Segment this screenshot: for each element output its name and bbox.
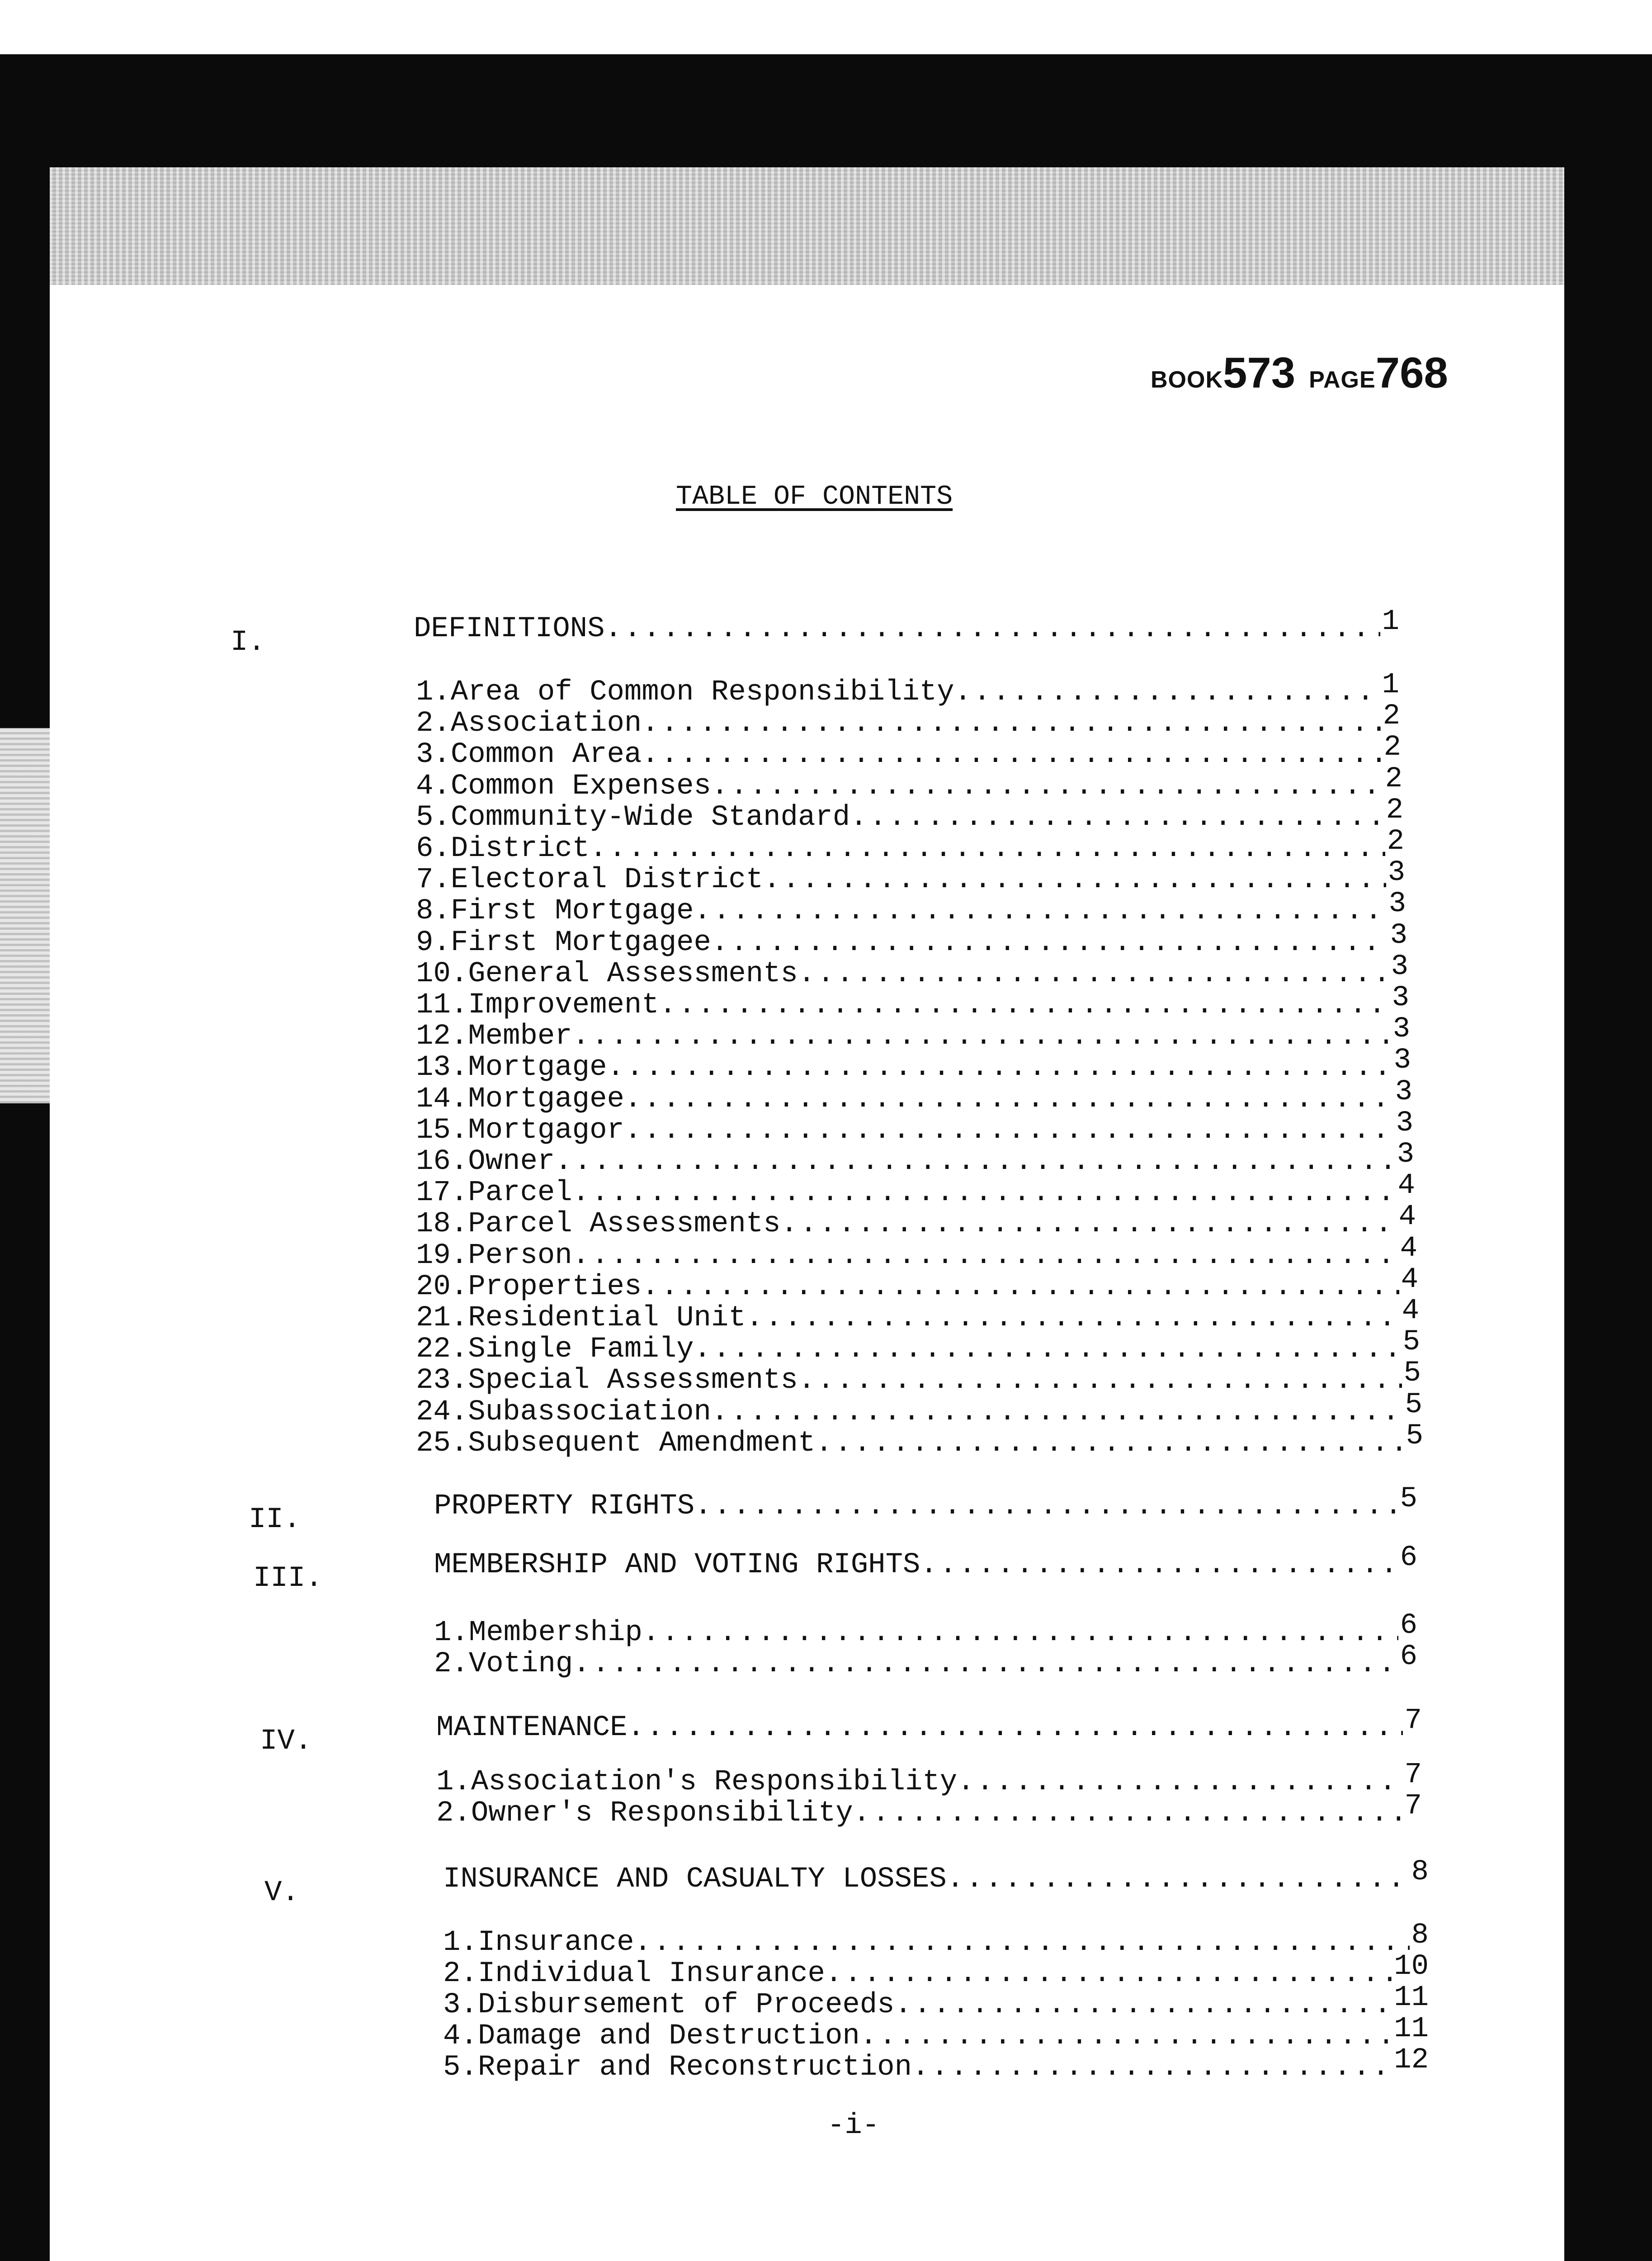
item-label: First Mortgagee: [450, 927, 711, 959]
section-page: 6: [1400, 1542, 1417, 1574]
toc-item: [416, 1357, 1421, 1397]
leader-dots: [624, 1114, 1394, 1147]
item-page: 3: [1396, 1107, 1413, 1140]
item-page: 4: [1401, 1263, 1418, 1296]
section-numeral: V.: [264, 1877, 299, 1909]
item-label: Common Area: [450, 738, 642, 771]
item-page: 3: [1392, 982, 1409, 1014]
leader-dots: [572, 1239, 1398, 1272]
page-number: -i-: [827, 2110, 880, 2142]
item-number: 4.: [443, 2020, 478, 2053]
book-label: BOOK: [1151, 367, 1223, 393]
item-number: 5.: [443, 2051, 478, 2084]
page-label: PAGE: [1309, 367, 1376, 393]
item-label: Owner: [468, 1145, 555, 1178]
leader-dots: [798, 958, 1389, 990]
item-label: Area of Common Responsibility: [450, 676, 954, 709]
item-label: Special Assessments: [468, 1364, 798, 1397]
toc-item: [416, 825, 1404, 865]
book-number: 573: [1223, 349, 1296, 397]
item-number: 21.: [416, 1302, 468, 1334]
item-page: 4: [1398, 1201, 1416, 1233]
item-label: Disbursement of Proceeds: [477, 1989, 895, 2021]
leader-dots: [572, 1177, 1396, 1209]
toc-item: [416, 1420, 1423, 1460]
toc-item: [416, 700, 1400, 740]
item-number: 25.: [416, 1427, 468, 1460]
item-number: 13.: [416, 1051, 468, 1084]
leader-dots: [607, 1051, 1392, 1084]
leader-dots: [853, 1797, 1403, 1830]
item-label: Subsequent Amendment: [468, 1427, 816, 1460]
leader-dots: [860, 2020, 1392, 2053]
toc-item: [416, 731, 1401, 771]
toc-item: [443, 2013, 1429, 2053]
item-number: 15.: [416, 1114, 468, 1147]
item-label: Residential Unit: [468, 1302, 746, 1334]
item-number: 6.: [416, 833, 451, 865]
section-heading: [436, 1704, 1422, 1744]
item-page: 5: [1403, 1357, 1421, 1390]
item-number: 4.: [416, 770, 451, 803]
toc-item: [416, 1076, 1412, 1116]
item-page: 12: [1394, 2044, 1429, 2077]
item-label: First Mortgage: [450, 895, 694, 927]
toc-item: [416, 856, 1405, 896]
toc-item: [416, 1326, 1420, 1366]
item-label: Improvement: [468, 989, 659, 1022]
section-title: MAINTENANCE: [436, 1712, 628, 1744]
leader-dots: [957, 1766, 1402, 1798]
item-number: 24.: [416, 1396, 468, 1428]
leader-dots: [825, 1958, 1392, 1990]
item-page: 2: [1386, 794, 1403, 827]
toc-item: [436, 1790, 1422, 1830]
item-number: 16.: [416, 1145, 468, 1178]
leader-dots: [642, 707, 1381, 740]
section-page: 5: [1400, 1483, 1417, 1515]
item-page: 7: [1404, 1790, 1422, 1822]
leader-dots: [850, 801, 1384, 834]
leader-dots: [694, 1333, 1401, 1366]
leader-dots: [642, 738, 1382, 771]
item-label: Owner's Responsibility: [471, 1797, 853, 1830]
toc-item: [416, 1263, 1418, 1303]
item-label: Association's Responsibility: [471, 1766, 958, 1798]
item-page: 3: [1388, 856, 1405, 889]
item-page: 8: [1411, 1919, 1429, 1952]
item-number: 17.: [416, 1177, 468, 1209]
item-number: 23.: [416, 1364, 468, 1397]
toc-item: [416, 888, 1406, 927]
section-numeral: II.: [249, 1504, 301, 1536]
item-number: 2.: [434, 1648, 469, 1680]
leader-dots: [694, 895, 1387, 927]
stamp-page-number: 768: [1375, 349, 1448, 397]
toc-item: [416, 1138, 1414, 1178]
toc-title: TABLE OF CONTENTS: [676, 482, 953, 512]
item-number: 11.: [416, 989, 468, 1022]
leader-dots: [746, 1302, 1400, 1334]
item-number: 2.: [436, 1797, 471, 1830]
toc-item: [443, 2044, 1429, 2084]
leader-dots: [711, 927, 1388, 959]
leader-dots: [920, 1549, 1398, 1581]
item-label: Voting: [468, 1648, 573, 1680]
section-heading: [443, 1856, 1429, 1896]
item-label: Member: [468, 1020, 572, 1053]
leader-dots: [781, 1208, 1397, 1240]
item-number: 1.: [416, 676, 451, 709]
book-page-stamp: [1151, 348, 1462, 398]
item-page: 3: [1397, 1138, 1414, 1171]
section-heading: [414, 605, 1399, 645]
item-number: 1.: [443, 1926, 478, 1959]
section-page: 1: [1382, 605, 1399, 638]
toc-item: [443, 1919, 1429, 1959]
item-number: 1.: [436, 1766, 471, 1798]
item-page: 3: [1390, 919, 1407, 952]
item-number: 5.: [416, 801, 451, 834]
toc-item: [434, 1609, 1417, 1649]
item-page: 3: [1391, 951, 1408, 983]
toc-item: [436, 1759, 1422, 1798]
item-label: Properties: [468, 1271, 642, 1303]
leader-dots: [659, 989, 1390, 1022]
leader-dots: [604, 613, 1380, 645]
item-page: 4: [1397, 1169, 1415, 1202]
item-page: 5: [1406, 1420, 1423, 1452]
scan-top-strip: [50, 167, 1564, 289]
section-title: PROPERTY RIGHTS: [434, 1490, 695, 1523]
leader-dots: [642, 1617, 1398, 1649]
leader-dots: [798, 1364, 1402, 1397]
leader-dots: [634, 1926, 1409, 1959]
item-number: 2.: [416, 707, 451, 740]
item-number: 10.: [416, 958, 468, 990]
item-label: General Assessments: [468, 958, 798, 990]
toc-item: [416, 982, 1409, 1022]
item-page: 2: [1383, 731, 1401, 764]
item-label: Parcel: [468, 1177, 572, 1209]
leader-dots: [642, 1271, 1399, 1303]
toc-item: [416, 1232, 1417, 1272]
item-page: 3: [1388, 888, 1406, 920]
toc-item: [416, 1044, 1411, 1084]
leader-dots: [573, 1648, 1398, 1680]
toc-item: [443, 1982, 1429, 2021]
item-number: 3.: [443, 1989, 478, 2021]
toc-item: [416, 1013, 1410, 1053]
toc-item: [416, 794, 1403, 834]
item-label: Mortgagee: [468, 1083, 624, 1116]
item-page: 3: [1392, 1013, 1410, 1045]
section-numeral: I.: [231, 626, 265, 659]
toc-item: [416, 1201, 1416, 1240]
item-page: 3: [1395, 1076, 1412, 1108]
item-page: 1: [1382, 669, 1399, 701]
item-label: Repair and Reconstruction: [477, 2051, 912, 2084]
section-numeral: III.: [253, 1562, 323, 1595]
item-number: 9.: [416, 927, 451, 959]
leader-dots: [912, 2051, 1392, 2084]
item-number: 12.: [416, 1020, 468, 1053]
section-page: 8: [1411, 1856, 1429, 1888]
item-label: Damage and Destruction: [477, 2020, 860, 2053]
leader-dots: [627, 1712, 1402, 1744]
leader-dots: [763, 864, 1386, 896]
toc-item: [416, 1389, 1422, 1428]
leader-dots: [954, 676, 1380, 709]
item-label: Association: [450, 707, 642, 740]
item-page: 3: [1393, 1044, 1411, 1077]
item-label: Electoral District: [450, 864, 764, 896]
leader-dots: [624, 1083, 1393, 1116]
item-page: 4: [1400, 1232, 1417, 1265]
section-title: INSURANCE AND CASUALTY LOSSES: [443, 1863, 947, 1896]
leader-dots: [711, 770, 1383, 803]
item-page: 10: [1394, 1950, 1429, 1983]
item-number: 7.: [416, 864, 451, 896]
toc-item: [416, 669, 1399, 709]
toc-item: [416, 763, 1402, 803]
item-number: 18.: [416, 1208, 468, 1240]
item-label: Mortgage: [468, 1051, 607, 1084]
leader-dots: [555, 1145, 1395, 1178]
item-label: Parcel Assessments: [468, 1208, 781, 1240]
item-label: Community-Wide Standard: [450, 801, 850, 834]
toc-item: [416, 1107, 1413, 1147]
leader-dots: [572, 1020, 1391, 1053]
leader-dots: [815, 1427, 1404, 1460]
item-label: District: [450, 833, 590, 865]
item-label: Common Expenses: [450, 770, 711, 803]
item-page: 6: [1400, 1609, 1417, 1642]
section-title: MEMBERSHIP AND VOTING RIGHTS: [434, 1549, 920, 1581]
leader-dots: [895, 1989, 1392, 2021]
item-page: 6: [1400, 1641, 1417, 1673]
section-title: DEFINITIONS: [414, 613, 605, 645]
item-page: 5: [1402, 1326, 1420, 1358]
section-heading: [434, 1483, 1417, 1523]
item-label: Membership: [468, 1617, 642, 1649]
item-page: 7: [1404, 1759, 1422, 1791]
item-page: 11: [1394, 1982, 1429, 2014]
item-label: Individual Insurance: [477, 1958, 825, 1990]
leader-dots: [694, 1490, 1398, 1523]
section-heading: [434, 1542, 1417, 1581]
item-label: Single Family: [468, 1333, 694, 1366]
section-numeral: IV.: [260, 1725, 312, 1758]
item-number: 3.: [416, 738, 451, 771]
toc-item: [443, 1950, 1429, 1990]
item-label: Subassociation: [468, 1396, 711, 1428]
item-page: 5: [1405, 1389, 1422, 1421]
item-label: Person: [468, 1239, 572, 1272]
toc-item: [434, 1641, 1417, 1680]
item-number: 20.: [416, 1271, 468, 1303]
item-number: 2.: [443, 1958, 478, 1990]
section-page: 7: [1404, 1704, 1422, 1737]
leader-dots: [947, 1863, 1410, 1896]
item-page: 11: [1394, 2013, 1429, 2045]
leader-dots: [590, 833, 1385, 865]
item-label: Insurance: [477, 1926, 634, 1959]
scan-left-tab: [0, 728, 50, 1103]
item-number: 1.: [434, 1617, 469, 1649]
toc-item: [416, 919, 1407, 959]
item-label: Mortgagor: [468, 1114, 624, 1147]
item-number: 22.: [416, 1333, 468, 1366]
item-page: 4: [1402, 1295, 1419, 1327]
item-number: 14.: [416, 1083, 468, 1116]
toc-item: [416, 1295, 1419, 1334]
item-number: 19.: [416, 1239, 468, 1272]
item-page: 2: [1383, 700, 1400, 733]
item-page: 2: [1387, 825, 1404, 858]
leader-dots: [711, 1396, 1403, 1428]
toc-item: [416, 951, 1408, 990]
item-number: 8.: [416, 895, 451, 927]
toc-item: [416, 1169, 1415, 1209]
item-page: 2: [1385, 763, 1402, 795]
